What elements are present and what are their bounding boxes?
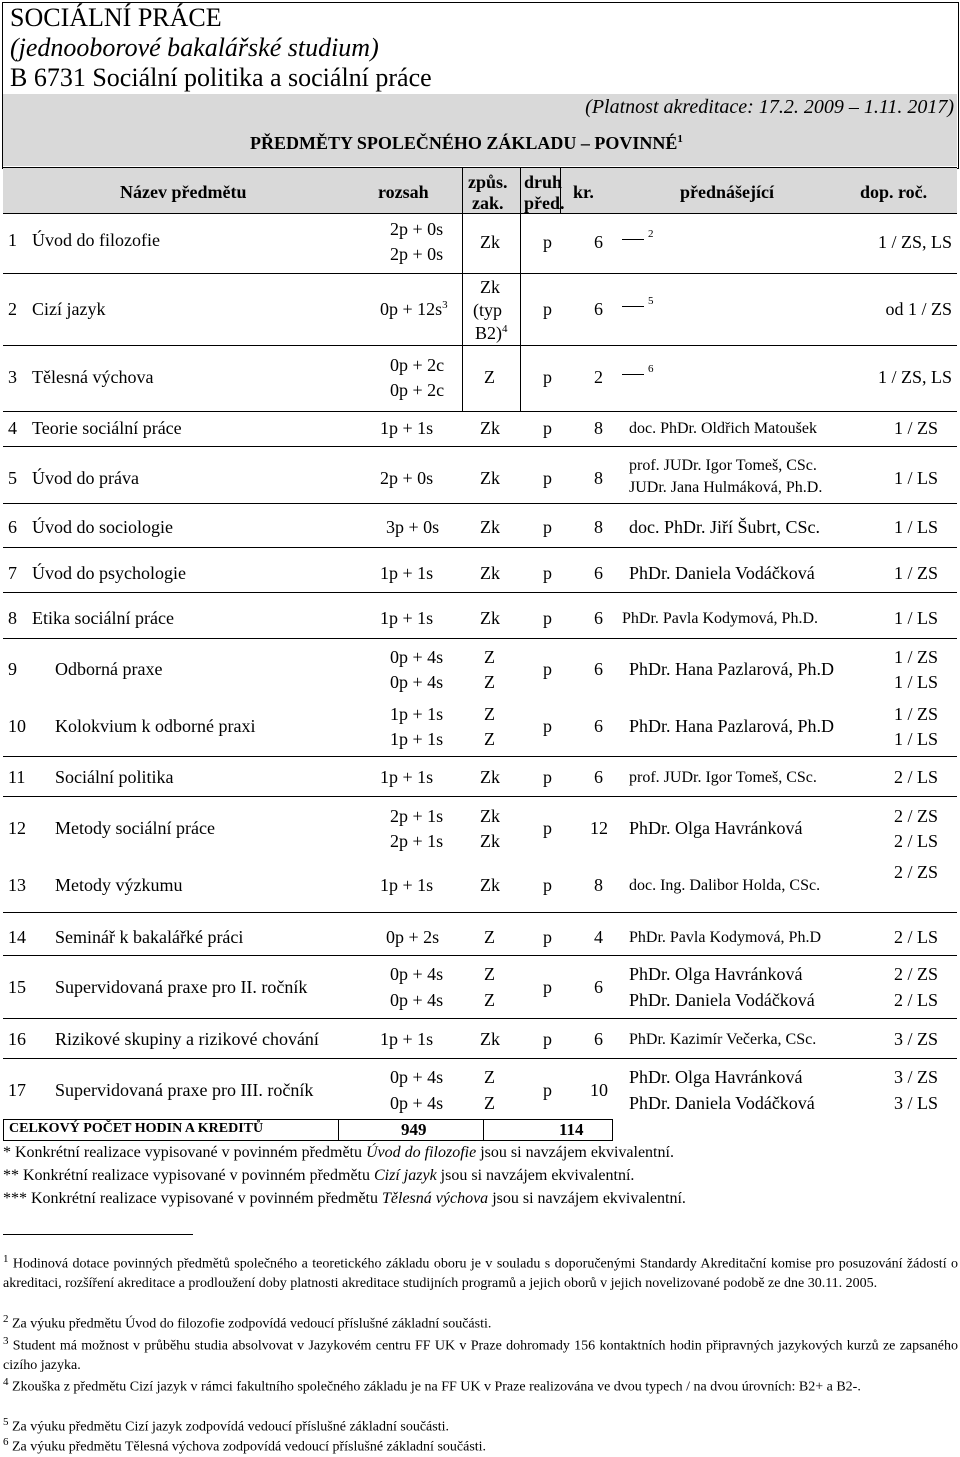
total-label: CELKOVÝ POČET HODIN A KREDITŮ	[9, 1121, 264, 1136]
row10-zk-a: Z	[484, 704, 495, 724]
row6-rozsah: 3p + 0s	[386, 517, 440, 537]
row13-zk: Zk	[480, 875, 500, 895]
row3-rozsah-b: 0p + 2c	[390, 380, 445, 400]
row15-rozsah-b: 0p + 4s	[390, 990, 444, 1010]
row17-rozsah-b: 0p + 4s	[390, 1093, 444, 1113]
row2-year: od 1 / ZS	[885, 299, 952, 319]
row12-rozsah-a: 2p + 1s	[390, 806, 444, 826]
row5-zk: Zk	[480, 468, 500, 488]
row14-druh: p	[543, 927, 552, 947]
col-druh-2: před.	[524, 193, 565, 213]
row14-num: 14	[8, 927, 26, 947]
row4-num: 4	[8, 418, 17, 438]
row2-zk-b: (typ	[473, 300, 502, 320]
row1-kr: 6	[594, 232, 603, 252]
row11-name: Sociální politika	[55, 767, 174, 787]
row15-year-b: 2 / LS	[893, 990, 938, 1010]
col-rozsah: rozsah	[378, 182, 429, 202]
row1-num: 1	[8, 230, 17, 250]
row14-zk: Z	[484, 927, 495, 947]
row17-rozsah-a: 0p + 4s	[390, 1067, 444, 1087]
row2-zk-c: B2)$^4$	[475, 323, 508, 343]
row9-rozsah-a: 0p + 4s	[390, 647, 444, 667]
row17-year-a: 3 / ZS	[893, 1067, 938, 1087]
row7-teacher: PhDr. Daniela Vodáčková	[629, 563, 815, 583]
row10-year-a: 1 / ZS	[893, 704, 938, 724]
row9-rozsah-b: 0p + 4s	[390, 672, 444, 692]
row8-rozsah: 1p + 1s	[380, 608, 434, 628]
validity-note: (Platnost akreditace: 17.2. 2009 – 1.11. 2017)	[585, 96, 954, 118]
row3-rozsah-a: 0p + 2c	[390, 355, 445, 375]
row5-teacher-b: JUDr. Jana Hulmáková, Ph.D.	[629, 479, 823, 496]
row15-teacher-b: PhDr. Daniela Vodáčková	[629, 990, 815, 1010]
row11-kr: 6	[594, 767, 603, 787]
row8-teacher: PhDr. Pavla Kodymová, Ph.D.	[622, 610, 818, 627]
row3-kr: 2	[594, 367, 603, 387]
row13-num: 13	[8, 875, 26, 895]
row9-teacher: PhDr. Hana Pazlarová, Ph.D	[629, 659, 834, 679]
row6-num: 6	[8, 517, 17, 537]
row9-num: 9	[8, 659, 17, 679]
row16-year: 3 / ZS	[893, 1029, 938, 1049]
col-name: Název předmětu	[120, 182, 247, 202]
row8-zk: Zk	[480, 608, 500, 628]
col-druh-1: druh	[524, 172, 563, 192]
row15-rozsah-a: 0p + 4s	[390, 964, 444, 984]
row14-kr: 4	[594, 927, 603, 947]
row3-num: 3	[8, 367, 17, 387]
row10-kr: 6	[594, 716, 603, 736]
row1-name: Úvod do filozofie	[32, 230, 160, 250]
row12-rozsah-b: 2p + 1s	[390, 831, 444, 851]
col-zpus-2: zak.	[472, 193, 504, 213]
row10-teacher: PhDr. Hana Pazlarová, Ph.D	[629, 716, 834, 736]
row12-name: Metody sociální práce	[55, 818, 215, 838]
row13-name: Metody výzkumu	[55, 875, 183, 895]
row7-name: Úvod do psychologie	[32, 563, 186, 583]
row9-name: Odborná praxe	[55, 659, 163, 679]
row12-teacher: PhDr. Olga Havránková	[629, 818, 803, 838]
row9-zk-a: Z	[484, 647, 495, 667]
row12-druh: p	[543, 818, 552, 838]
footnote-4: $^4$ Zkouška z předmětu Cizí jazyk v rámci fakultního společného základu je na FF UK v Praze realizována ve dvou typech / na dvou úrovních: B2+ a B2-.	[3, 1376, 861, 1395]
row4-zk: Zk	[480, 418, 500, 438]
page-title: SOCIÁLNÍ PRÁCE	[10, 3, 222, 32]
row17-num: 17	[8, 1080, 26, 1100]
row9-year-a: 1 / ZS	[893, 647, 938, 667]
row10-rozsah-b: 1p + 1s	[390, 729, 444, 749]
row4-year: 1 / ZS	[893, 418, 938, 438]
row12-zk-b: Zk	[480, 831, 500, 851]
row7-kr: 6	[594, 563, 603, 583]
row8-year: 1 / LS	[893, 608, 938, 628]
row14-rozsah: 0p + 2s	[386, 927, 440, 947]
row15-teacher-a: PhDr. Olga Havránková	[629, 964, 803, 984]
footnote-separator	[3, 1234, 193, 1235]
row4-teacher: doc. PhDr. Oldřich Matoušek	[629, 420, 817, 437]
row15-num: 15	[8, 977, 26, 997]
row10-name: Kolokvium k odborné praxi	[55, 716, 256, 736]
row13-teacher: doc. Ing. Dalibor Holda, CSc.	[629, 877, 821, 894]
row11-rozsah: 1p + 1s	[380, 767, 434, 787]
row9-kr: 6	[594, 659, 603, 679]
row5-name: Úvod do práva	[32, 468, 139, 488]
row6-year: 1 / LS	[893, 517, 938, 537]
row5-num: 5	[8, 468, 17, 488]
row6-name: Úvod do sociologie	[32, 517, 173, 537]
row13-druh: p	[543, 875, 552, 895]
row13-year: 2 / ZS	[893, 862, 938, 882]
row1-rozsah-b: 2p + 0s	[390, 244, 444, 264]
row16-druh: p	[543, 1029, 552, 1049]
row16-num: 16	[8, 1029, 26, 1049]
row11-teacher: prof. JUDr. Igor Tomeš, CSc.	[629, 769, 817, 786]
row15-zk-a: Z	[484, 964, 495, 984]
row8-name: Etika sociální práce	[32, 608, 174, 628]
row17-year-b: 3 / LS	[893, 1093, 938, 1113]
row1-year: 1 / ZS, LS	[877, 232, 952, 252]
row9-year-b: 1 / LS	[893, 672, 938, 692]
row8-kr: 6	[594, 608, 603, 628]
row6-zk: Zk	[480, 517, 500, 537]
row2-num: 2	[8, 299, 17, 319]
row2-druh: p	[543, 299, 552, 319]
row12-num: 12	[8, 818, 26, 838]
row15-kr: 6	[594, 977, 603, 997]
row5-year: 1 / LS	[893, 468, 938, 488]
note-2: ** Konkrétní realizace vypisované v povinném předmětu Cizí jazyk jsou si navzájem ekvivalentní.	[3, 1167, 635, 1184]
row17-druh: p	[543, 1080, 552, 1100]
col-zpus-1: způs.	[468, 172, 508, 192]
row3-year: 1 / ZS, LS	[877, 367, 952, 387]
row2-rozsah: $0p + 12s^3$	[380, 299, 448, 319]
footnote-6: $^6$ Za výuku předmětu Tělesná výchova zodpovídá vedoucí příslušné základní součásti.	[3, 1436, 487, 1455]
row17-zk-b: Z	[484, 1093, 495, 1113]
row1-druh: p	[543, 232, 552, 252]
row17-kr: 10	[590, 1080, 608, 1100]
section-title: PŘEDMĚTY SPOLEČNÉHO ZÁKLADU – POVINNÉ$^1$	[250, 133, 683, 153]
footnote-5: $^5$ Za výuku předmětu Cizí jazyk zodpovídá vedoucí příslušné základní součásti.	[3, 1416, 449, 1435]
row17-zk-a: Z	[484, 1067, 495, 1087]
row1-zk: Zk	[480, 232, 500, 252]
row16-rozsah: 1p + 1s	[380, 1029, 434, 1049]
row12-year-b: 2 / LS	[893, 831, 938, 851]
row1-rozsah-a: 2p + 0s	[390, 219, 444, 239]
total-credits: 114	[559, 1120, 584, 1139]
row12-year-a: 2 / ZS	[893, 806, 938, 826]
row13-kr: 8	[594, 875, 603, 895]
row8-druh: p	[543, 608, 552, 628]
row3-zk: Z	[484, 367, 495, 387]
row12-zk-a: Zk	[480, 806, 500, 826]
footnote-2: $^2$ Za výuku předmětu Úvod do filozofie zodpovídá vedoucí příslušné základní součásti.	[3, 1313, 492, 1332]
row11-druh: p	[543, 767, 552, 787]
row7-year: 1 / ZS	[893, 563, 938, 583]
row15-name: Supervidovaná praxe pro II. ročník	[55, 977, 308, 997]
note-3: *** Konkrétní realizace vypisované v povinném předmětu Tělesná výchova jsou si navzájem ekvivalentní.	[3, 1190, 686, 1207]
row14-teacher: PhDr. Pavla Kodymová, Ph.D	[629, 929, 821, 946]
row11-num: 11	[8, 767, 26, 787]
row16-teacher: PhDr. Kazimír Večerka, CSc.	[629, 1031, 817, 1048]
row3-name: Tělesná výchova	[32, 367, 154, 387]
row17-teacher-a: PhDr. Olga Havránková	[629, 1067, 803, 1087]
row13-rozsah: 1p + 1s	[380, 875, 434, 895]
row7-druh: p	[543, 563, 552, 583]
row17-teacher-b: PhDr. Daniela Vodáčková	[629, 1093, 815, 1113]
page-subtitle: (jednooborové bakalářské studium)	[10, 33, 379, 62]
note-1: * Konkrétní realizace vypisované v povinném předmětu Úvod do filozofie jsou si navzájem ekvivalentní.	[3, 1144, 674, 1161]
row2-zk-a: Zk	[480, 277, 500, 297]
row16-name: Rizikové skupiny a rizikové chování	[55, 1029, 319, 1049]
row4-rozsah: 1p + 1s	[380, 418, 434, 438]
footnote-3: $^3$ Student má možnost v průběhu studia absolvovat v Jazykovém centru FF UK v Praze dohromady 156 kontaktních hodin připravných jazykových kurzů ze zapsaného cizího jazyka.	[3, 1335, 958, 1373]
row5-teacher-a: prof. JUDr. Igor Tomeš, CSc.	[629, 457, 817, 474]
row7-zk: Zk	[480, 563, 500, 583]
total-hours: 949	[401, 1120, 427, 1139]
row5-druh: p	[543, 468, 552, 488]
row2-name: Cizí jazyk	[32, 299, 106, 319]
row17-name: Supervidovaná praxe pro III. ročník	[55, 1080, 314, 1100]
row15-zk-b: Z	[484, 990, 495, 1010]
program-title: B 6731 Sociální politika a sociální práce	[10, 63, 432, 92]
row10-rozsah-a: 1p + 1s	[390, 704, 444, 724]
row1-dash: 2	[622, 228, 654, 249]
row12-kr: 12	[590, 818, 608, 838]
row2-dash: 5	[622, 295, 654, 316]
row3-dash: 6	[622, 363, 654, 384]
row10-num: 10	[8, 716, 26, 736]
row6-teacher: doc. PhDr. Jiří Šubrt, CSc.	[629, 517, 821, 537]
col-teacher: přednášející	[680, 182, 774, 202]
row11-year: 2 / LS	[893, 767, 938, 787]
row2-kr: 6	[594, 299, 603, 319]
row6-kr: 8	[594, 517, 603, 537]
row7-rozsah: 1p + 1s	[380, 563, 434, 583]
row4-name: Teorie sociální práce	[32, 418, 182, 438]
total-row	[3, 1119, 613, 1141]
row15-year-a: 2 / ZS	[893, 964, 938, 984]
row16-zk: Zk	[480, 1029, 500, 1049]
row14-year: 2 / LS	[893, 927, 938, 947]
row4-druh: p	[543, 418, 552, 438]
row5-rozsah: 2p + 0s	[380, 468, 434, 488]
row11-zk: Zk	[480, 767, 500, 787]
row10-zk-b: Z	[484, 729, 495, 749]
row16-kr: 6	[594, 1029, 603, 1049]
row10-druh: p	[543, 716, 552, 736]
row9-zk-b: Z	[484, 672, 495, 692]
row7-num: 7	[8, 563, 17, 583]
row10-year-b: 1 / LS	[893, 729, 938, 749]
row8-num: 8	[8, 608, 17, 628]
row4-kr: 8	[594, 418, 603, 438]
footnote-1: $^1$ Hodinová dotace povinných předmětů společného a teoretického základu oboru je v souladu s doporučenými Standardy Akreditační komise pro posuzování žádostí o akreditaci, rozšíření akreditace a prodloužení doby platnosti akreditace studijních programů a jejich oborů v jejich novelizované podobě ze dne 30.11. 2005.	[3, 1253, 959, 1291]
row3-druh: p	[543, 367, 552, 387]
row9-druh: p	[543, 659, 552, 679]
row15-druh: p	[543, 977, 552, 997]
col-kr: kr.	[573, 182, 594, 202]
row14-name: Seminář k bakalářké práci	[55, 927, 244, 947]
row6-druh: p	[543, 517, 552, 537]
row5-kr: 8	[594, 468, 603, 488]
col-year: dop. roč.	[860, 182, 928, 202]
